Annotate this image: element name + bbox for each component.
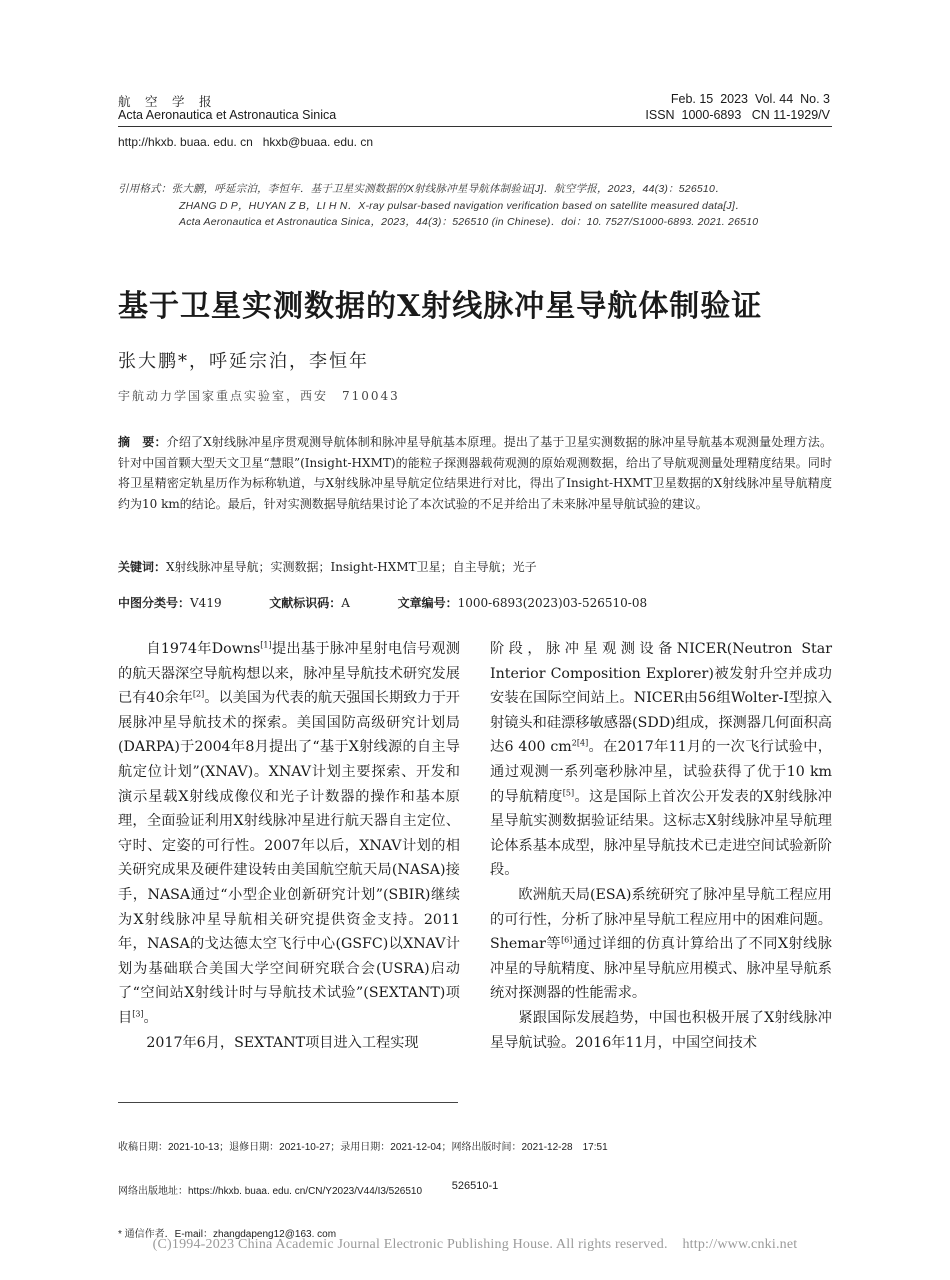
footnote-dates: 收稿日期：2021-10-13；退修日期：2021-10-27；录用日期：2021-12-04；网络出版时间：2021-12-28 17:51 [118,1142,608,1153]
issue-info: Feb. 15 2023 Vol. 44 No. 3 [670,92,830,106]
citation-line-en-2: Acta Aeronautica et Astronautica Sinica，2023，44(3)：526510 (in Chinese)．doi：10. 7527/S1000-6893. 2021. 26510 [179,216,759,228]
article-number-label: 文章编号： [397,596,458,610]
journal-name-en: Acta Aeronautica et Astronautica Sinica [118,108,337,122]
keywords-text: X射线脉冲星导航；实测数据；Insight-HXMT卫星；自主导航；光子 [166,560,537,574]
doc-code-label: 文献标识码： [269,596,342,610]
reference-marker[interactable]: [6] [561,935,573,945]
reference-marker[interactable]: [3] [132,1009,144,1019]
journal-website: http://hkxb. buaa. edu. cn hkxb@buaa. edu. cn [118,135,374,149]
reference-marker[interactable]: [2] [192,689,205,699]
copyright-watermark: (C)1994-2023 China Academic Journal Electronic Publishing House. All rights reserved. http://www.cnki.net [152,1237,798,1252]
article-authors: 张大鹏*，呼延宗泊，李恒年 [118,351,369,372]
header-rule [118,126,832,127]
reference-marker[interactable]: [5] [562,787,575,797]
citation [118,181,838,231]
citation-line-en-1: ZHANG D P，HUYAN Z B，LI H N．X-ray pulsar-based navigation verification based on satellite measured data[J]． [179,199,746,212]
reference-marker[interactable]: [1] [260,640,272,650]
paragraph: 自1974年Downs[1]提出基于脉冲星射电信号观测的航天器深空导航构想以来，脉冲星导航技术研究发展已有40余年[2]。以美国为代表的航天强国长期致力于开展脉冲星导航技术的探索。美国国防高级研究计划局(DARPA)于2004年8月提出了“基于X射线源的自主导航定位计划”(XNAV)。XNAV计划主要探索、开发和演示星载X射线成像仪和光子计数器的操作和基本原理，全面验证利用X射线脉冲星进行航天器自主定位、守时、定姿的可行性。2007年以后，XNAV计划的相关研究成果及硬件建设转由美国航空航天局(NASA)接手，NASA通过“小型企业创新研究计划”(SBIR)继续为X射线脉冲星导航相关研究提供资金支持。2011年，NASA的戈达德太空飞行中心(GSFC)以XNAV计划为基础联合美国大学空间研究联合会(USRA)启动了“空间站X射线计时与导航技术试验”(SEXTANT)项目[3]。 [118,640,460,1026]
paragraph: 欧洲航天局(ESA)系统研究了脉冲星导航工程应用的可行性，分析了脉冲星导航工程应用中的困难问题。Shemar等[6]通过详细的仿真计算给出了不同X射线脉冲星的导航精度、脉冲星导航应用模式、脉冲星导航系统对探测器的性能需求。 [490,886,832,1002]
issn-info: ISSN 1000-6893 CN 11-1929/V [645,108,830,122]
page-number: 526510-1 [451,1180,499,1192]
article-title: 基于卫星实测数据的X射线脉冲星导航体制验证 [118,289,763,324]
article-number-value: 1000-6893(2023)03-526510-08 [457,596,648,610]
reference-marker[interactable]: [4] [576,738,589,748]
footnote-url[interactable]: 网络出版地址：https://hkxb. buaa. edu. cn/CN/Y2023/V44/I3/526510 [118,1185,423,1197]
keywords [118,557,832,578]
abstract-label: 摘 要： [118,435,167,449]
abstract-text: 介绍了X射线脉冲星序贯观测导航体制和脉冲星导航基本原理。提出了基于卫星实测数据的脉冲星导航基本观测量处理方法。针对中国首颗大型天文卫星“慧眼”(Insight-HXMT)的能粒子探测器载荷观测的原始观测数据，给出了导航观测量处理精度结果。同时将卫星精密定轨星历作为标称轨道，与X射线脉冲星导航定位结果进行对比，得出了Insight-HXMT卫星数据的X射线脉冲星导航精度约为10 km的结论。最后，针对实测数据导航结果讨论了本次试验的不足并给出了未来脉冲星导航试验的建议。 [118,435,832,511]
paragraph: 阶段，脉冲星观测设备NICER(Neutron Star Interior Composition Explorer)被发射升空并成功安装在国际空间站上。NICER由56组Wolter-I型掠入射镜头和硅漂移敏感器(SDD)组成，探测器几何面积高达6 400 $cm^{2[4]}$。在2017年11月的一次飞行试验中，通过观测一系列毫秒脉冲星，试验获得了优于10 km的导航精度[5]。这是国际上首次公开发表的X射线脉冲星导航实测数据验证结果。这标志X射线脉冲星导航理论体系基本成型，脉冲星导航技术已走进空间试验新阶段。 [490,641,832,879]
clc-label: 中图分类号： [118,596,191,610]
paragraph: 2017年6月，SEXTANT项目进入工程实现 [146,1034,419,1051]
body-column-left [118,637,460,1055]
journal-name-cn: 航 空 学 报 [118,95,213,109]
footnote-rule [118,1102,458,1103]
author-affiliation: 宇航动力学国家重点实验室，西安 710043 [118,389,400,403]
paragraph: 紧跟国际发展趋势，中国也积极开展了X射线脉冲星导航试验。2016年11月，中国空间技术 [490,1009,832,1051]
doc-code-value: A [341,596,350,610]
superscript: 2 [571,738,577,748]
body-column-right [490,637,832,1055]
keywords-label: 关键词： [118,560,167,574]
classification-row [118,593,832,614]
abstract [118,432,832,514]
citation-line-cn: 引用格式：张大鹏，呼延宗泊，李恒年．基于卫星实测数据的X射线脉冲星导航体制验证[J]．航空学报，2023，44(3)：526510． [118,183,726,195]
clc-value: V419 [190,596,222,610]
footnote-corresponding: * 通信作者．E-mail：zhangdapeng12@163. com [118,1229,337,1240]
